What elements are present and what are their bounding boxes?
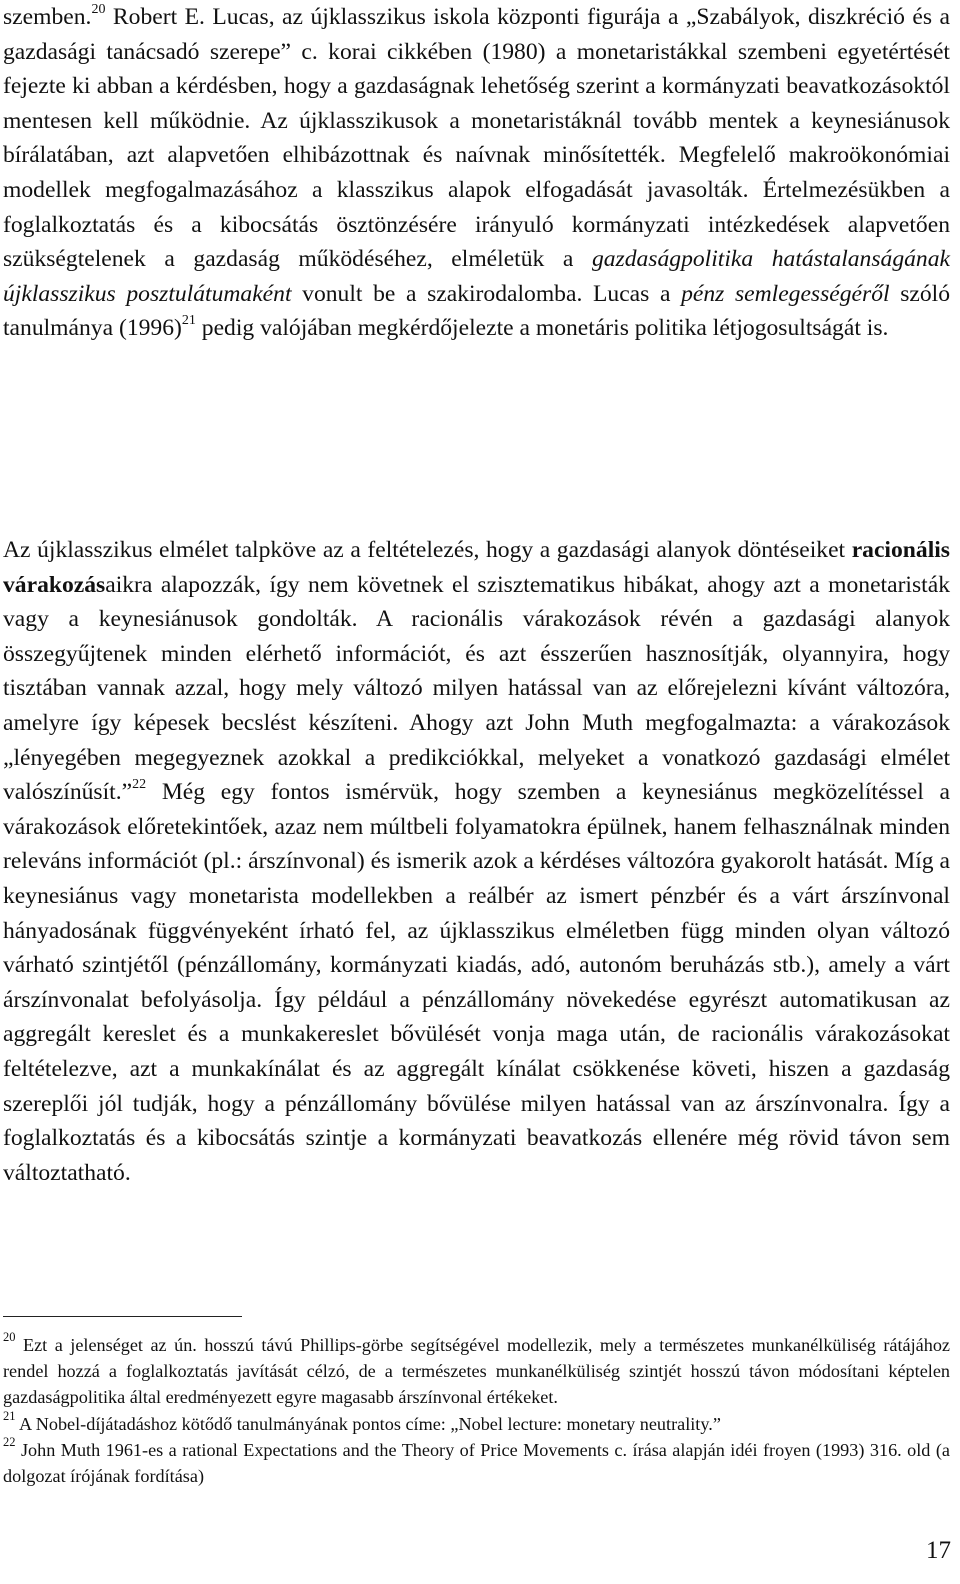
italic-phrase: pénz semlegességéről <box>681 280 890 307</box>
text-span: Az újklasszikus elmélet talpköve az a feltételezés, hogy a gazdasági alanyok döntéseiket <box>3 537 852 563</box>
text-span: Még egy fontos ismérvük, hogy szemben a keynesiánus megközelítéssel a várakozások előretekintőek, azaz nem múltbeli folyamatokra épülnek, hanem felhasználnak minden releváns információt (pl.: árszínvonal) és ismerik azok a kérdéses változóra gyakorolt hatását. Míg a keynesiánus vagy monetarista modellekben a reálbér az ismert pénzbér és a várt árszínvonal hányadosának függvényeként írható fel, az újklasszikus elméletben függ minden olyan változó várható szintjétől (pénzállomány, kormányzati kiadás, adó, autonóm beruházás stb.), amely a várt árszínvonalat befolyásolja. Így például a pénzállomány növekedése egyrészt automatikusan az aggregált kereslet és a munkakereslet bővülését vonja maga után, de racionális várakozásokat feltételezve, azt a munkakínálat és az aggregált kínálat csökkenése követi, hiszen a gazdaság szereplői jól tudják, hogy a pénzállomány bővülése milyen hatással van az árszínvonalra. Így a foglalkoztatás és a kibocsátás szintje a kormányzati beavatkozás ellenére még rövid távon sem változtatható. <box>3 779 950 1186</box>
footnote-number: 20 <box>3 1329 16 1344</box>
footnote-separator <box>3 1316 242 1317</box>
text-span: szemben. <box>3 4 92 30</box>
footnote-text: Ezt a jelenséget az ún. hosszú távú Phillips-görbe segítségével modellezik, mely a természetes munkanélküliség rátájához rendel hozzá a foglalkoztatás javítását célzó, de a természetes munkanélküliség szintjét hosszú távon módosítani képtelen gazdaságpolitika által eredményezett egyre magasabb árszínvonal értékeket. <box>3 1335 950 1408</box>
footnote-ref-21[interactable]: 21 <box>181 313 196 329</box>
footnote-22 <box>3 1434 950 1489</box>
bold-term: racionális várakozás <box>3 537 950 598</box>
footnote-ref-20[interactable]: 20 <box>91 2 106 18</box>
text-span: Robert E. Lucas, az újklasszikus iskola központi figurája a „Szabályok, diszkréció és a gazdasági tanácsadó szerepe” c. korai cikkében (1980) a monetaristákkal szembeni egyetértését fejezte ki abban a kérdésben, hogy a gazdaságnak lehetőség szerint a kormányzati beavatkozásoktól mentesen kell működnie. Az újklasszikusok a monetaristáknál tovább mentek a keynesiánusok bírálatában, azt alapvetően elhibázottnak és naívnak minősítették. Megfelelő makroökonómiai modellek megfogalmazásához a klasszikus alapok elfogadását javasolták. Értelmezésükben a foglalkoztatás és a kibocsátás ösztönzésére irányuló kormányzati intézkedések alapvetően szükségtelenek a gazdaság működéséhez, elméletük a <box>3 4 950 273</box>
footnote-text: John Muth 1961-es a rational Expectations and the Theory of Price Movements c. írása alapján idéi froyen (1993) 316. old (a dolgozat írójának fordítása) <box>3 1439 950 1487</box>
footnote-number: 22 <box>3 1434 16 1449</box>
footnote-20 <box>3 1329 950 1411</box>
text-span: vonult be a szakirodalomba. Lucas a <box>291 280 682 307</box>
body-paragraph-1 <box>3 0 950 346</box>
text-span: szóló tanulmánya (1996) <box>3 280 951 342</box>
text-span: pedig valójában megkérdőjelezte a monetáris politika létjogosultságát is. <box>195 315 889 342</box>
italic-phrase: gazdaságpolitika hatástalanságának újklasszikus posztulátumaként <box>3 246 950 307</box>
footnote-ref-22[interactable]: 22 <box>132 777 147 793</box>
footnote-number: 21 <box>3 1408 16 1423</box>
page-number: 17 <box>926 1537 951 1564</box>
footnote-21 <box>3 1408 950 1437</box>
footnotes <box>3 1329 950 1489</box>
footnote-text: A Nobel-díjátadáshoz kötődő tanulmányának pontos címe: „Nobel lecture: monetary neutrality.” <box>15 1413 721 1434</box>
text-span: aikra alapozzák, így nem követnek el szisztematikus hibákat, ahogy azt a monetaristák vagy a keynesiánusok gondolták. A racionális várakozások révén a gazdasági alanyok összegyűjtenek minden elérhető információt, és azt ésszerűen hasznosítják, olyannyira, hogy tisztában vannak azzal, hogy mely változó milyen hatással van az előrejelezni kívánt változóra, amelyre így képesek becslést készíteni. Ahogy azt John Muth megfogalmazta: a várakozások „lényegében megegyeznek azokkal a predikciókkal, melyeket a vonatkozó gazdasági elmélet valószínűsít.” <box>3 571 950 806</box>
body-paragraph-2 <box>3 533 950 1190</box>
